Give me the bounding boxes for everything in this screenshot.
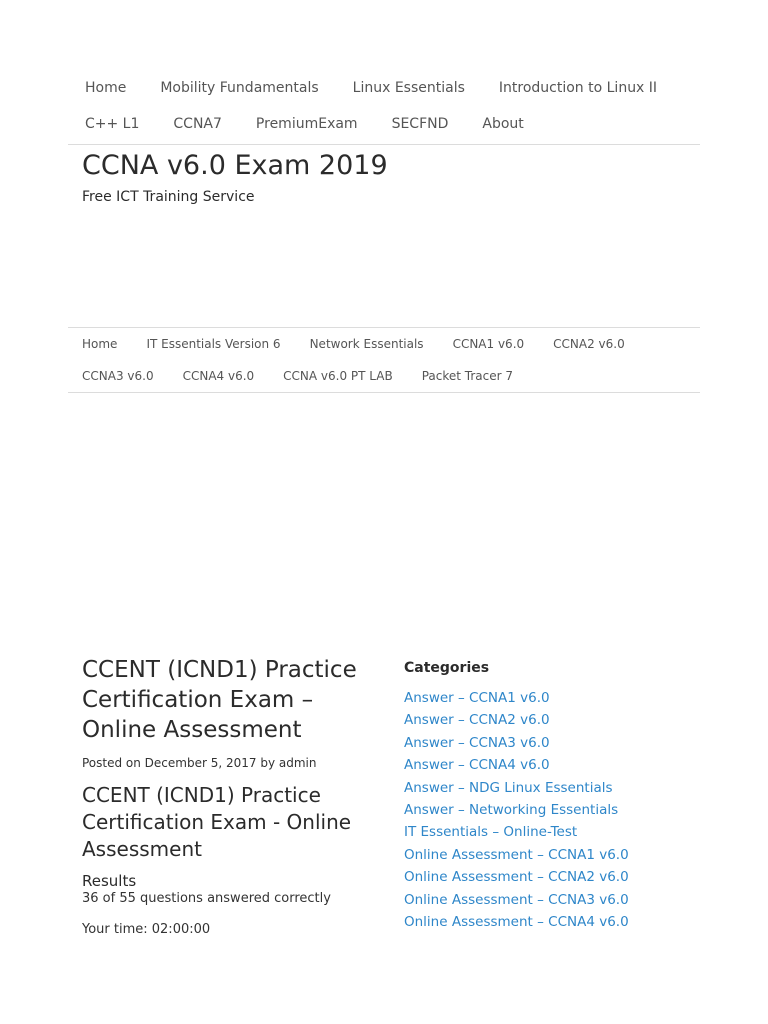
primary-navigation <box>68 70 700 145</box>
categories-heading: Categories <box>404 660 490 676</box>
article <box>82 655 382 937</box>
category-link[interactable]: Online Assessment – CCNA2 v6.0 <box>404 869 629 886</box>
site-title[interactable]: CCNA v6.0 Exam 2019 <box>82 150 388 181</box>
category-item <box>404 799 704 821</box>
category-link[interactable]: Answer – CCNA1 v6.0 <box>404 690 550 706</box>
category-link[interactable]: Online Assessment – CCNA3 v6.0 <box>404 891 629 908</box>
top-nav-mobility-fundamentals[interactable]: Mobility Fundamentals <box>160 80 319 96</box>
category-list <box>404 687 704 933</box>
results-heading: Results <box>82 872 137 890</box>
second-nav-network-essentials[interactable]: Network Essentials <box>309 337 424 351</box>
category-link[interactable]: Answer – NDG Linux Essentials <box>404 779 613 796</box>
secondary-navigation <box>68 327 700 393</box>
second-nav-ccna3[interactable]: CCNA3 v6.0 <box>82 369 154 383</box>
top-nav-introduction-to-linux-ii[interactable]: Introduction to Linux II <box>498 80 658 96</box>
second-nav-it-essentials[interactable]: IT Essentials Version 6 <box>146 337 281 351</box>
category-link[interactable]: Answer – Networking Essentials <box>404 801 619 818</box>
article-title: CCENT (ICND1) Practice Certification Exam – Online Assessment <box>82 657 357 743</box>
top-nav-secfnd[interactable]: SECFND <box>391 116 449 132</box>
category-item <box>404 732 704 754</box>
category-link[interactable]: Online Assessment – CCNA4 v6.0 <box>404 913 629 930</box>
results-score: 36 of 55 questions answered correctly <box>82 891 331 906</box>
second-nav-home[interactable]: Home <box>82 337 118 351</box>
category-item <box>404 889 704 911</box>
category-link[interactable]: Answer – CCNA2 v6.0 <box>404 712 550 729</box>
results-time: Your time: 02:00:00 <box>82 922 211 937</box>
top-nav-premiumexam[interactable]: PremiumExam <box>255 116 358 132</box>
category-link[interactable]: Answer – CCNA4 v6.0 <box>404 757 550 774</box>
category-item <box>404 911 704 933</box>
second-nav-ccna1[interactable]: CCNA1 v6.0 <box>452 337 525 351</box>
quiz-title: CCENT (ICND1) Practice Certification Exam - Online Assessment <box>82 783 352 861</box>
site-tagline: Free ICT Training Service <box>82 189 255 205</box>
second-nav-pt-lab[interactable]: CCNA v6.0 PT LAB <box>283 369 393 383</box>
category-link[interactable]: IT Essentials – Online-Test <box>404 824 578 841</box>
top-nav-home[interactable]: Home <box>85 80 127 96</box>
category-item <box>404 687 704 709</box>
top-nav-cpp-l1[interactable]: C++ L1 <box>85 116 140 132</box>
category-item <box>404 866 704 888</box>
category-item <box>404 709 704 731</box>
post-meta: Posted on December 5, 2017 by admin <box>82 756 317 770</box>
second-nav-ccna2[interactable]: CCNA2 v6.0 <box>553 337 625 351</box>
category-item <box>404 754 704 776</box>
category-item <box>404 844 704 866</box>
top-nav-ccna7[interactable]: CCNA7 <box>173 116 222 132</box>
second-nav-ccna4[interactable]: CCNA4 v6.0 <box>182 369 255 383</box>
sidebar <box>404 660 704 933</box>
category-item <box>404 777 704 799</box>
category-link[interactable]: Online Assessment – CCNA1 v6.0 <box>404 846 629 863</box>
category-link[interactable]: Answer – CCNA3 v6.0 <box>404 734 550 751</box>
category-item <box>404 821 704 843</box>
top-nav-about[interactable]: About <box>482 116 524 132</box>
second-nav-packet-tracer[interactable]: Packet Tracer 7 <box>421 369 513 383</box>
top-nav-linux-essentials[interactable]: Linux Essentials <box>352 80 465 96</box>
